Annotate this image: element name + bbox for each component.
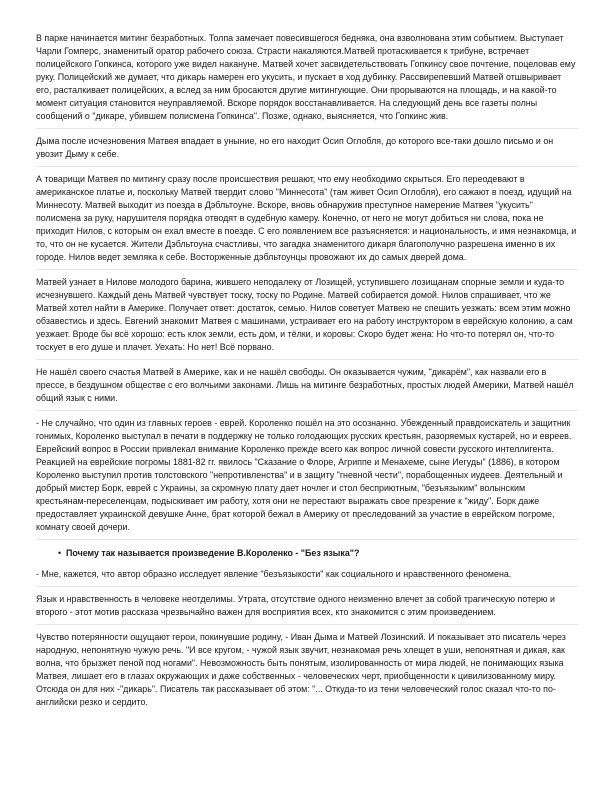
answer-paragraph-2: Язык и нравственность в человеке неотделимы. Утрата, отсутствие одного неизменно влечет за собой трагическую потерю и второго - этот мотив рассказа чрезвычайно важен для восприятия всех, кто знакомится с этим произведением. (36, 593, 578, 625)
question-item (36, 546, 578, 560)
answer-paragraph-3: Чувство потерянности ощущают герои, покинувшие родину, - Иван Дыма и Матвей Лозинский. И показывает это писатель через народную, непонятную чужую речь. "И все кругом, - чужой язык звучит, незнакомая речь хлещет в уши, непонятная и дикая, как волна, что брызжет пеной под ногами". Невозможность быть понятым, изолированность от мира людей, не понимающих языка Матвея, лишает его в глазах окружающих и даже собственных - человеческих черт, приобщенности к цивилизованному миру. Отсюда он для них -"дикарь". Писатель так рассказывает об этом: "... Откуда-то из тени человеческий голос сказал что-то по-английски резко и сердито. (36, 632, 566, 707)
paragraph-meeting: В парке начинается митинг безработных. Толпа замечает повесившегося бедняка, она взволнована этим событием. Выступает Чарли Гомперс, знаменитый оратор рабочего союза. Страсти накаляются.Матвей протаскивается к трибуне, встречает полицейского Гопкинса, которого уже видел накануне. Матвей хочет засвидетельствовать Гопкинсу свое почтение, поцеловав ему руку. Полицейский же думает, что дикарь намерен его укусить, и пускает в ход дубинку. Рассвирепевший Матвей отшвыривает его, расталкивает полицейских, а вслед за ним бросаются другие митингующие. Они прорываются на площадь, и на какой-то момент ситуация становится неуправляемой. Вскоре порядок восстанавливается. На следующий день все газеты полны сообщений о "дикаре, убившем полисмена Гопкинса". Позже, однако, выясняется, что Гопкинс жив. (36, 32, 578, 129)
paragraph-happiness: Не нашёл своего счастья Матвей в Америке, как и не нашёл свободы. Он оказывается чужим, "дикарём", как назвали его в прессе, в бездушном обществе с его волчьими законами. Лишь на митинге безработных, простых людей Америки, Матвей нашёл общий язык с ними. (36, 366, 578, 411)
paragraph-dyma: Дыма после исчезновения Матвея впадает в уныние, но его находит Осип Оглобля, до которого все-таки дошло письмо и он увозит Дыму к себе. (36, 135, 578, 167)
document-page (36, 32, 578, 720)
paragraph-jewish-hero: - Не случайно, что один из главных героев - еврей. Короленко пошёл на это осознанно. Убежденный правдоискатель и защитник гонимых, Короленко выступал в печати в поддержку не только голодающих русских крестьян, разоряемых кустарей, но и евреев. Еврейский вопрос в России привлекал внимание Короленко прежде всего как вопрос личной совести русского интеллигента. Реакцией на еврейские погромы 1881-82 гг. явилось "Сказание о Флоре, Агриппе и Менахеме, сыне Иегуды" (1886), в котором Короленко выступил против толстовского "непротивленства" и в защиту "гневной чести", порабощенных иудеев. Деятельный и добрый мистер Борк, еврей с Украины, за скромную плату дает ночлег и стол бесприютным, "безъязыким" волынским крестьянам-переселенцам, подыскивает им работу, хотя они не перестают выражать свое презрение к "жиду". Борк даже предоставляет украинской девушке Анне, брат которой бежал в Америку от преследований за участие в еврейском погроме, комнату своей дочери. (36, 417, 578, 540)
paragraph-nilov: Матвей узнает в Нилове молодого барина, жившего неподалеку от Лозищей, уступившего лозищанам спорные земли и куда-то исчезнувшего. Каждый день Матвей чувствует тоску, тоску по Родине. Матвей собирается домой. Нилов спрашивает, что же Матвей хотел найти в Америке. Получает ответ: достаток, семью. Нилов советует Матвею не спешить уезжать: всем этим можно обзавестись и здесь. Евгений знакомит Матвея с машинами, устраивает его на работу инструктором в еврейскую колонию, а сам уезжает. Вроде бы всё хорошо: есть клок земли, есть дом, и тёлки, и коровы: Скоро будет жена: Но что-то потерял он, что-то тоскует в его душе и плачет. Уехать: Но нет! Всё порвано. (36, 276, 578, 360)
answer-paragraph-1: - Мне, кажется, что автор образно исследует явление "безъязыкости" как социального и нравственного феномена. (36, 568, 578, 587)
paragraph-comrades: А товарищи Матвея по митингу сразу после происшествия решают, что ему необходимо скрыться. Его переодевают в американское платье и, поскольку Матвей твердит слово "Миннесота" (там живет Осип Оглобля), его сажают в поезд, идущий на Миннесоту. Матвей выходит из поезда в Дэбльтоуне. Вскоре, вновь обнаружив преступное намерение Матвея "укусить" полисмена за руку, нарушителя порядка отводят в судебную камеру. Конечно, от него не могут добиться ни слова, пока не приходит Нилов, с которым он ехал вместе в поезде. С его появлением все разъясняется: и национальность, и имя незнакомца, и то, что он не кусается. Жители Дэбльтоуна счастливы, что загадка знаменитого дикаря благополучно разрешена именно в их городе. Нилов ведет земляка к себе. Восторженные дэбльтоунцы провожают их до самых дверей дома. (36, 173, 578, 270)
bullet-icon: • (58, 548, 62, 558)
question-heading: Почему так называется произведение В.Короленко - "Без языка"? (66, 548, 360, 558)
